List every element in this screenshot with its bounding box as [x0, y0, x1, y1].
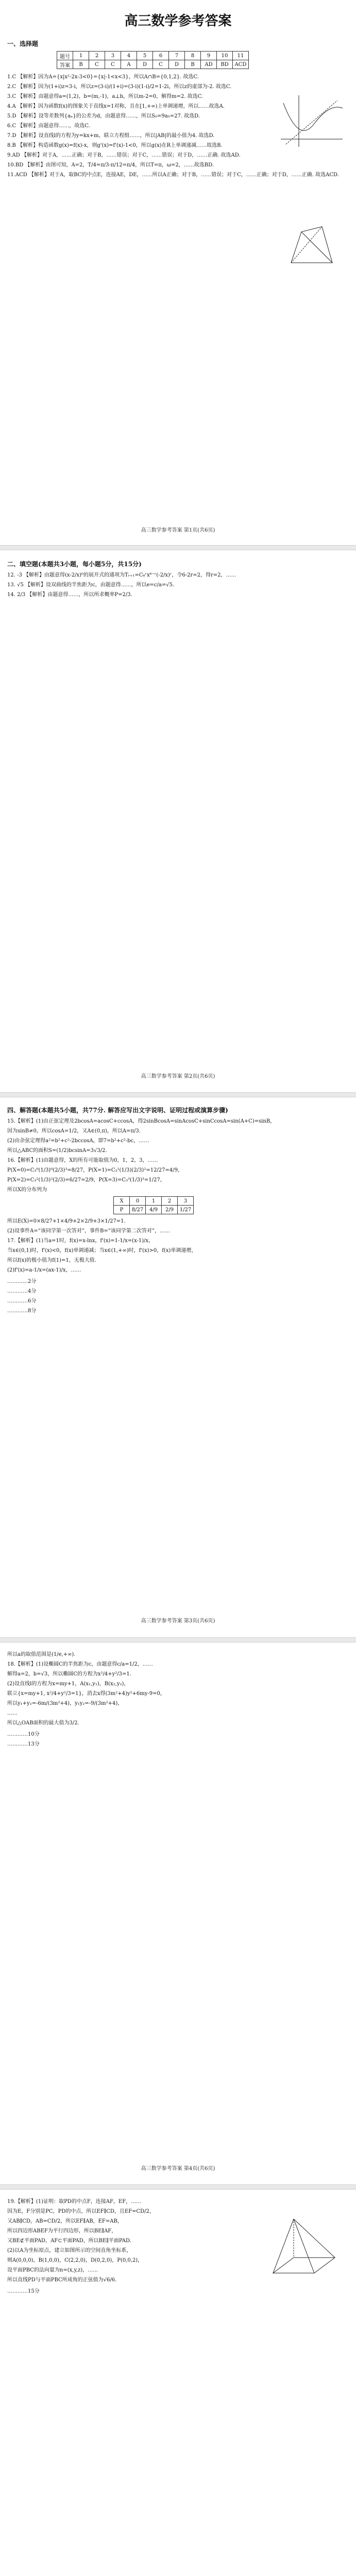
solution-text: 所以△ABC的面积S=(1/2)bcsinA=3√3/2. [7, 1148, 107, 1154]
answer-number: 5 [137, 52, 153, 60]
distribution-table [113, 1196, 194, 1214]
solution-text: (2)设事件A=“该同学第一次答对”，事件B=“该同学第二次答对”，…… [7, 1228, 170, 1234]
answer-number: 4 [121, 52, 137, 60]
dist-cell: 1/27 [178, 1206, 194, 1214]
dist-cell: 2/9 [162, 1206, 178, 1214]
solutions-block [7, 571, 349, 599]
page-3 [0, 1098, 356, 1634]
pyramid-figure [263, 2211, 345, 2289]
answer-table [57, 51, 249, 69]
dist-cell: 2 [162, 1197, 178, 1206]
solution-text: 4.A 【解析】因为函数f(x)的图象关于直线x=1对称，且在[1,+∞)上单调递增，所以……故选A. [7, 104, 225, 109]
dist-header: P [114, 1206, 130, 1214]
answer-number: 10 [217, 52, 233, 60]
answer-number: 7 [169, 52, 185, 60]
solution-text: 7.D 【解析】设直线l的方程为y=kx+m，联立方程组……，所以|AB|的最小值为4. 故选D. [7, 133, 215, 139]
solution-text: 解得a=2，b=√3，所以椭圆C的方程为x²/4+y²/3=1. [7, 1671, 131, 1677]
answer-table-label: 题号 [57, 52, 73, 60]
solution-text: 又BE⊄平面PAD，AF⊂平面PAD，所以BE∥平面PAD. [7, 2238, 131, 2244]
section-heading-fill: 二、填空题(本题共3小题，每小题5分，共15分) [7, 561, 142, 568]
solution-text: 9.AD 【解析】对于A，……正确；对于B，……错误；对于C，……错误；对于D，……正确. 故选AD. [7, 152, 241, 158]
answer-number: 1 [73, 52, 89, 60]
answer-table-label: 答案 [57, 60, 73, 69]
solution-text: P(X=0)=C₃⁰(1/3)⁰(2/3)³=8/27，P(X=1)=C₃¹(1/3)(2/3)²=12/27=4/9， [7, 1167, 183, 1173]
points-mark: …………8分 [7, 1308, 37, 1314]
dist-cell: 1 [146, 1197, 162, 1206]
answer-cell: D [137, 60, 153, 69]
solution-text: 5.D 【解析】设等差数列{aₙ}的公差为d，由题意得……，所以S₉=9a₅=27. 故选D. [7, 113, 200, 119]
solution-text: 所以△OAB面积的最大值为3/2. [7, 1720, 79, 1726]
solution-text: 18.【解析】(1)设椭圆C的半焦距为c，由题意得c/a=1/2，…… [7, 1662, 153, 1667]
dist-cell: 8/27 [130, 1206, 146, 1214]
solution-text: 所以直线PD与平面PBC所成角的正弦值为√6/6. [7, 2277, 117, 2283]
function-graph-figure [278, 93, 345, 149]
solution-text: 3.C 【解析】由题意得a=(1,2)，b=(m,-1)，a⊥b，所以m-2=0，解得m=2. 故选C. [7, 94, 204, 99]
solution-text: 13. √5 【解析】设双曲线的半焦距为c，由题意得……，所以e=c/a=√5. [7, 582, 175, 588]
solution-text: 又AB∥CD，AB=CD/2，所以EF∥AB，EF=AB， [7, 2218, 123, 2224]
answer-number: 6 [153, 52, 169, 60]
page-footer: 高三数学参考答案 第4页(共6页) [141, 2166, 215, 2172]
solutions-block [7, 1651, 349, 1727]
section-heading-answer: 四、解答题(本题共5小题，共77分. 解答应写出文字说明、证明过程或演算步骤) [7, 1107, 228, 1114]
page-footer: 高三数学参考答案 第3页(共6页) [141, 1618, 215, 1624]
answer-number: 2 [89, 52, 105, 60]
solution-text: 12. -3 【解析】由题意得(x-2/x)⁶的展开式的通项为Tᵣ₊₁=C₆ʳx⁶⁻ʳ(-2/x)ʳ，令6-2r=2，得r=2，…… [7, 572, 236, 578]
solution-text: 16.【解析】(1)由题意得，X的所有可能取值为0，1，2，3，…… [7, 1158, 158, 1163]
answer-number: 9 [201, 52, 217, 60]
dist-cell: 0 [130, 1197, 146, 1206]
solution-text: 8.B 【解析】构造函数g(x)=f(x)-x，则g'(x)=f'(x)-1<0，所以g(x)在R上单调递减……故选B. [7, 143, 223, 148]
dist-header: X [114, 1197, 130, 1206]
solution-text: 所以a的取值范围是(1/e,+∞). [7, 1652, 76, 1657]
solution-text: P(X=2)=C₃²(1/3)²(2/3)=6/27=2/9，P(X=3)=C₃³(1/3)³=1/27， [7, 1177, 165, 1183]
solution-text: 设平面PBC的法向量为n=(x,y,z)，…… [7, 2267, 98, 2273]
solutions-block [7, 1117, 349, 1194]
points-mark: …………2分 [7, 1279, 37, 1284]
answer-number: 3 [105, 52, 121, 60]
page-divider [0, 1637, 356, 1642]
page-divider [0, 545, 356, 550]
page-divider [0, 1092, 356, 1097]
solution-text: 15.【解析】(1)由正弦定理及2bcosA=acosC+ccosA，得2sinBcosA=sinAcosC+sinCcosA=sin(A+C)=sinB， [7, 1118, 276, 1124]
page-5 [0, 2191, 356, 2576]
page-4 [0, 1643, 356, 2182]
page-footer: 高三数学参考答案 第2页(共6页) [141, 1074, 215, 1079]
answer-cell: BD [217, 60, 233, 69]
points-mark: …………10分 [7, 1732, 40, 1737]
points-mark: …………6分 [7, 1298, 37, 1304]
answer-cell: B [73, 60, 89, 69]
solution-text: (2)设直线l的方程为x=my+1，A(x₁,y₁)，B(x₂,y₂)， [7, 1681, 129, 1687]
answer-cell: B [185, 60, 201, 69]
solution-text: 11.ACD 【解析】对于A，取BC的中点E，连接AE，DE，……所以A正确；对于B，……错误；对于C，……正确；对于D，……正确. 故选ACD. [7, 172, 339, 178]
solution-text: 17.【解析】(1)当a=1时，f(x)=x-lnx，f'(x)=1-1/x=(x-1)/x， [7, 1238, 154, 1244]
solution-text: 所以四边形ABEF为平行四边形，所以BE∥AF， [7, 2228, 117, 2234]
solution-text: 所以E(X)=0×8/27+1×4/9+2×2/9+3×1/27=1. [7, 1218, 126, 1224]
answer-number: 11 [233, 52, 249, 60]
answer-cell: C [89, 60, 105, 69]
page-footer: 高三数学参考答案 第1页(共6页) [141, 528, 215, 533]
solution-text: 2.C 【解析】因为(1+i)z=3-i，所以z=(3-i)/(1+i)=(3-i)(1-i)/2=1-2i，所以z的虚部为-2. 故选C. [7, 84, 232, 90]
solution-text: 因为E，F分别是PC，PD的中点，所以EF∥CD，且EF=CD/2， [7, 2209, 155, 2214]
answer-cell: C [105, 60, 121, 69]
solution-text: 10.BD 【解析】由图可知，A=2，T/4=π/3-π/12=π/4，所以T=π，ω=2，……故选BD. [7, 162, 214, 168]
solution-text: 所以X的分布列为 [7, 1187, 47, 1193]
solution-text: 所以f(x)的极小值为f(1)=1，无极大值. [7, 1258, 96, 1263]
points-list [7, 1731, 349, 1749]
solution-text: 6.C 【解析】由题意得……，故选C. [7, 123, 90, 129]
solution-text: 19.【解析】(1)证明：取PD的中点F，连接AF，EF，…… [7, 2199, 142, 2205]
dist-cell: 4/9 [146, 1206, 162, 1214]
page-2 [0, 551, 356, 1090]
section-heading-choice: 一、选择题 [7, 40, 39, 47]
dist-cell: 3 [178, 1197, 194, 1206]
solutions-block [7, 1217, 349, 1275]
points-mark: …………4分 [7, 1289, 37, 1294]
solution-text: (2)由余弦定理得a²=b²+c²-2bccosA，即7=b²+c²-bc，…… [7, 1138, 149, 1144]
solution-text: 1.C 【解析】因为A={x|x²-2x-3<0}={x|-1<x<3}，所以A∩B={0,1,2}. 故选C. [7, 74, 199, 80]
points-mark: …………13分 [7, 1741, 40, 1747]
solutions-block [7, 2198, 253, 2284]
points-list [7, 2287, 349, 2296]
solution-text: 因为sinB≠0，所以cosA=1/2，又A∈(0,π)，所以A=π/3. [7, 1128, 141, 1134]
answer-cell: C [153, 60, 169, 69]
points-mark: …………15分 [7, 2289, 40, 2294]
page-divider [0, 2184, 356, 2190]
answer-cell: A [121, 60, 137, 69]
answer-cell: D [169, 60, 185, 69]
answer-number: 8 [185, 52, 201, 60]
solution-text: (2)f'(x)=a-1/x=(ax-1)/x，…… [7, 1267, 81, 1273]
answer-cell: ACD [233, 60, 249, 69]
solution-text: 所以y₁+y₂=-6m/(3m²+4)，y₁y₂=-9/(3m²+4)， [7, 1701, 123, 1706]
geometry-figure [281, 216, 343, 273]
solution-text: …… [7, 1710, 18, 1716]
solution-text: 14. 2/3 【解析】由题意得……，所以所求概率P=2/3. [7, 592, 132, 598]
solution-text: 则A(0,0,0)，B(1,0,0)，C(2,2,0)，D(0,2,0)，P(0,0,2)， [7, 2258, 143, 2263]
solution-text: (2)以A为坐标原点，建立如图所示的空间直角坐标系， [7, 2248, 132, 2253]
solution-text: 当x∈(0,1)时，f'(x)<0，f(x)单调递减；当x∈(1,+∞)时，f'(x)>0，f(x)单调递增， [7, 1248, 197, 1253]
page-1 [0, 0, 356, 544]
answer-cell: AD [201, 60, 217, 69]
solution-text: 联立{x=my+1, x²/4+y²/3=1}，消去x得(3m²+4)y²+6my-9=0， [7, 1691, 165, 1697]
points-list [7, 1278, 349, 1315]
document-title: 高三数学参考答案 [124, 13, 232, 28]
